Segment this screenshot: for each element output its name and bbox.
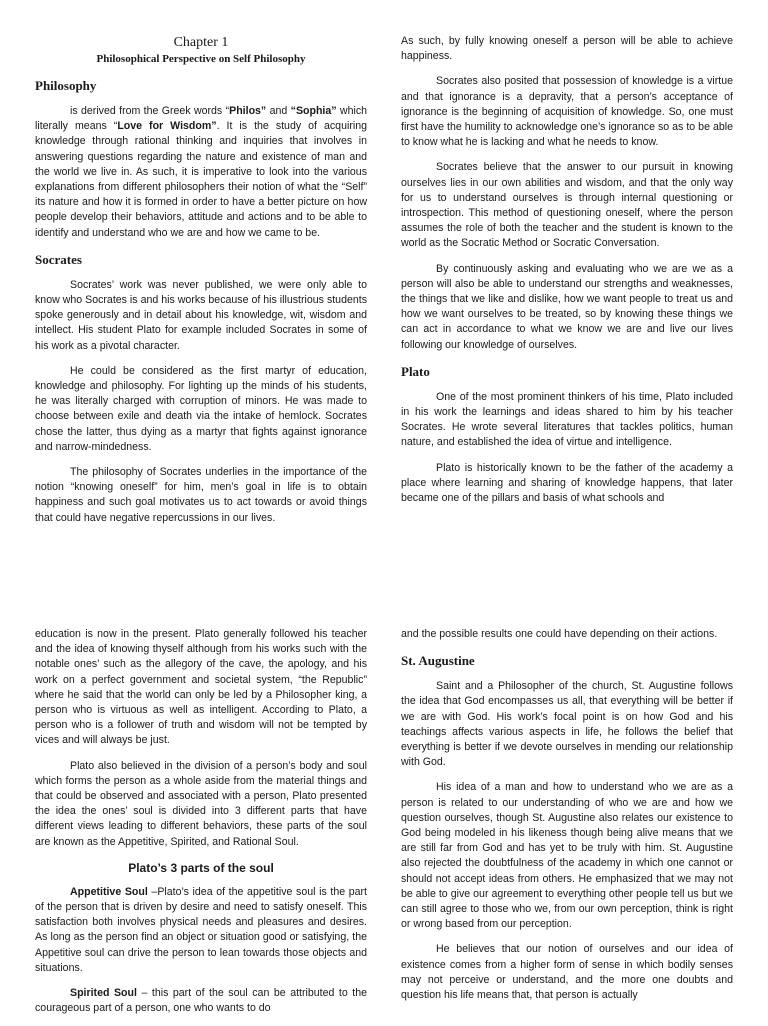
heading-socrates: Socrates bbox=[35, 251, 82, 267]
augustine-paragraph-3: He believes that our notion of ourselves and our idea of existence comes from a higher form of sense in which bodily senses may not perceive or understand, and the more one doubts and question his life means that, that person is actually bbox=[401, 943, 733, 1002]
appetitive-soul-paragraph: Appetitive Soul –Plato’s idea of the appetitive soul is the part of the person that is driven by desire and need to satisfy oneself. This satisfaction both involves physical needs and pleasures and desires. As long as the person find an object or situation good or satisfying, the Appetitive soul can drive the person to lean towards those objects and situations. bbox=[35, 885, 367, 974]
chapter-subtitle: Philosophical Perspective on Self Philosophy bbox=[96, 53, 306, 65]
heading-souls: Plato’s 3 parts of the soul bbox=[128, 860, 274, 875]
plato-paragraph-2: Plato is historically known to be the father of the academy a place where learning and sharing of knowledge happens, that later became one of the pillars and basis of what schools and bbox=[401, 461, 733, 505]
heading-plato: Plato bbox=[401, 363, 430, 379]
augustine-paragraph-1: Saint and a Philosopher of the church, St. Augustine follows the idea that God encompasses us all, that everything will be better if we are with God. His work’s focal point is on how God and his teachings affects various aspects in life, he follows the belief that everything is better if we devote ourselves in mending our relationship with God. bbox=[401, 680, 733, 769]
heading-philosophy: Philosophy bbox=[35, 78, 97, 93]
socrates-paragraph-6: Socrates believe that the answer to our pursuit in knowing ourselves lies in our own abilities and wisdom, and that the only way for us to understand ourselves is through internal questioning or introspection. This method of questioning oneself, where the person assumes the role of both the teacher and the student is known to the world as the Socratic Method or Socratic Conversation. bbox=[401, 161, 733, 250]
plato-paragraph-3: education is now in the present. Plato generally followed his teacher and the idea of knowing thyself although from his works such with the notable ones’ such as the allegory of the cave, the apology, and his work on a perfect government and societal system, “the Republic” where he said that the world can only be led by a Philosopher king, a person who is virtuous as well as intelligent. According to Plato, a person who is a follower of truth and wisdom will not be tempted by vices and will always be just. bbox=[35, 628, 367, 747]
spirited-soul-term: Spirited Soul bbox=[70, 987, 137, 1000]
page2-left-column bbox=[35, 627, 367, 1026]
appetitive-soul-term: Appetitive Soul bbox=[70, 885, 148, 898]
page2-right-column bbox=[401, 627, 733, 1013]
page1-left-column bbox=[35, 34, 367, 536]
socrates-paragraph-7: By continuously asking and evaluating who we are we as a person will also be able to understand our strengths and weaknesses, the things that we like and dislike, how we want people to treat us and how we want ourselves to be treated, so by knowing these things we can act in accordance to what we know we are and live our lives following our knowledge of ourselves. bbox=[401, 262, 733, 351]
spirited-soul-paragraph: Spirited Soul – this part of the soul can be attributed to the courageous part of a person, one who wants to do bbox=[35, 987, 367, 1015]
plato-paragraph-1: One of the most prominent thinkers of his time, Plato included in his work the learnings and ideas shared to him by his teacher Socrates. He wrote several literatures that tackles politics, human nature, and established the idea of virtue and intelligence. bbox=[401, 390, 733, 449]
philosophy-paragraph: is derived from the Greek words “Philos” and “Sophia” which literally means “Love for Wisdom”. It is the study of acquiring knowledge through rational thinking and inquiries that involves in answering questions regarding the nature and existence of man and the world we live in. As such, it is imperative to look into the various explanations from different philosophers their notion of what the “Self” its nature and how it is formed in order to have a better picture on how people develop their behaviors, attitude and actions and to be able to identify and understand who we are and how we came to be. bbox=[35, 105, 368, 239]
augustine-paragraph-2: His idea of a man and how to understand who we are as a person is related to our understanding of who we are and how we question ourselves, though St. Augustine also relates our existence to God being modeled in his likeness though being alive means that we are still far from God and has yet to be truly with him. St. Augustine also rejected the doubtfulness of the academy in which one cannot or should not accept ideas from others. He emphasized that we may not be able to give our agreement to everything other people tell us but we can still agree to those who we, from our own perception, think is right or wrong based from our perception. bbox=[401, 781, 733, 931]
socrates-paragraph-2: He could be considered as the first martyr of education, knowledge and philosophy. For lighting up the minds of his students, he was literally charged with corruption of minors. He was made to choose between exile and death via the intake of hemlock. Socrates chose the latter, thus dying as a martyr that fights against ignorance and narrow-mindedness. bbox=[35, 364, 367, 453]
page1-right-column bbox=[401, 34, 733, 516]
socrates-paragraph-3: The philosophy of Socrates underlies in the importance of the notion “knowing oneself” for him, men’s goal in life is to obtain happiness and such goal motivates us to act towards or avoid things that could have negative repercussions in our lives. bbox=[35, 466, 367, 524]
augustine-lead-paragraph: and the possible results one could have depending on their actions. bbox=[401, 628, 718, 640]
heading-augustine: St. Augustine bbox=[401, 653, 475, 669]
socrates-paragraph-1: Socrates’ work was never published, we were only able to know who Socrates is and his works because of his illustrious students spoke generously and in detail about his knowledge, wit, wisdom and intellect. His student Plato for example included Socrates in some of his work as a pivotal character. bbox=[35, 278, 367, 352]
socrates-paragraph-4: As such, by fully knowing oneself a person will be able to achieve happiness. bbox=[401, 35, 733, 63]
chapter-title: Chapter 1 bbox=[173, 35, 229, 50]
socrates-paragraph-5: Socrates also posited that possession of knowledge is a virtue and that ignorance is a depravity, that a person’s acceptance of ignorance is the beginning of acquisition of knowledge. So, one must first have the humility to acknowledge one’s ignorance so as to be able to know what he is lacking and what he needs to know. bbox=[401, 75, 733, 149]
plato-paragraph-4: Plato also believed in the division of a person’s body and soul which forms the person as a whole aside from the material things and that could be observed and associated with a person, Plato presented the idea the ones’ soul is divided into 3 different parts that have different views leading to different behaviors, these parts of the soul are known as the Appetitive, Spirited, and Rational Soul. bbox=[35, 759, 367, 848]
